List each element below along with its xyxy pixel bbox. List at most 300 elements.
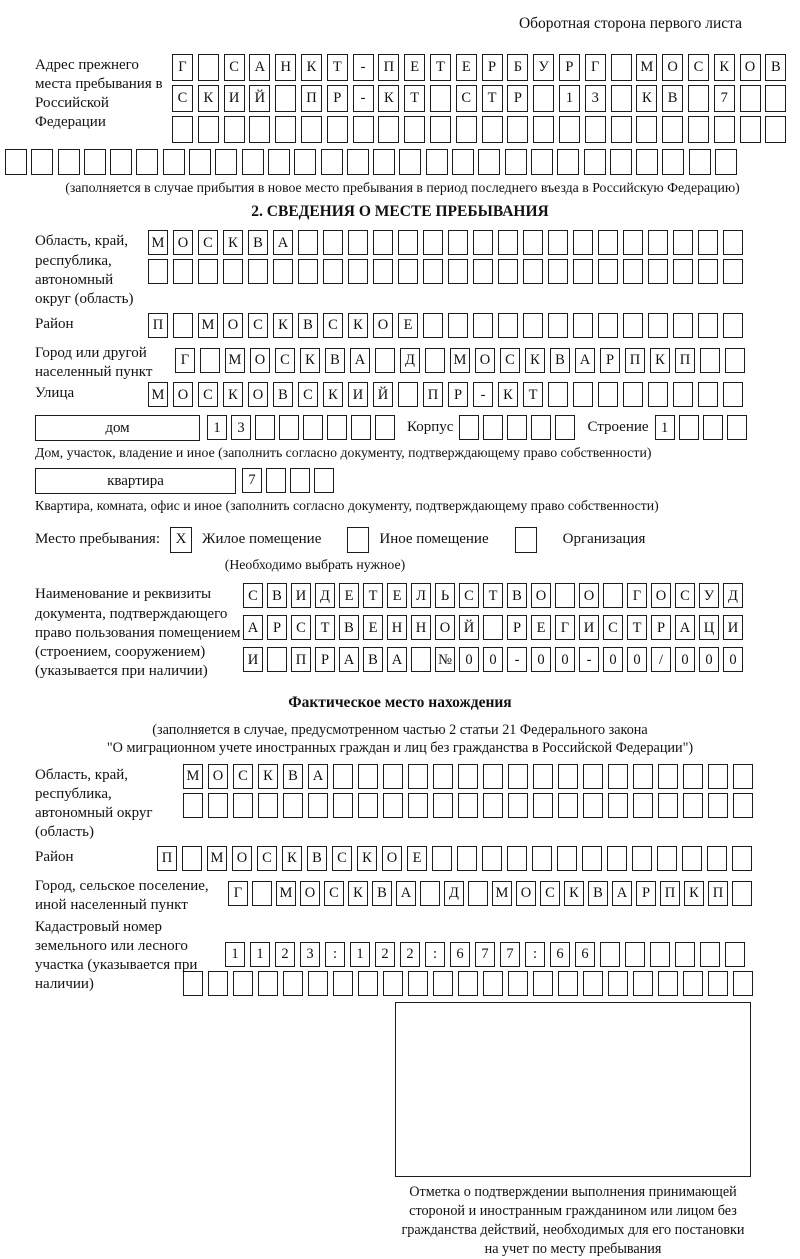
char-cell[interactable] [688,116,709,143]
char-cell[interactable] [375,348,395,373]
char-cell[interactable] [715,149,737,175]
char-cell[interactable]: - [353,85,374,112]
char-cell[interactable] [303,415,323,440]
char-cell[interactable] [683,971,703,996]
char-cell[interactable]: Г [627,583,647,608]
char-cell[interactable] [733,764,753,789]
char-cell[interactable] [533,764,553,789]
char-cell[interactable] [301,116,322,143]
char-cell[interactable] [740,116,761,143]
char-cell[interactable] [383,793,403,818]
char-cell[interactable] [707,846,727,871]
char-cell[interactable] [189,149,211,175]
char-cell[interactable] [623,382,643,407]
char-cell[interactable] [585,116,606,143]
char-cell[interactable]: Р [315,647,335,672]
char-cell[interactable]: Т [404,85,425,112]
char-cell[interactable] [268,149,290,175]
char-cell[interactable]: О [651,583,671,608]
char-cell[interactable]: 7 [714,85,735,112]
char-cell[interactable]: 1 [225,942,245,967]
char-cell[interactable] [708,793,728,818]
char-cell[interactable] [689,149,711,175]
char-cell[interactable]: Д [400,348,420,373]
char-cell[interactable] [408,971,428,996]
char-cell[interactable]: Г [172,54,193,81]
char-cell[interactable] [358,971,378,996]
char-cell[interactable] [314,468,334,493]
char-cell[interactable]: М [450,348,470,373]
char-cell[interactable] [600,942,620,967]
char-cell[interactable] [523,259,543,284]
char-cell[interactable]: В [662,85,683,112]
char-cell[interactable] [298,230,318,255]
char-cell[interactable] [698,230,718,255]
char-cell[interactable] [198,116,219,143]
char-cell[interactable] [555,583,575,608]
char-cell[interactable]: Р [507,85,528,112]
char-cell[interactable]: 0 [723,647,743,672]
char-cell[interactable] [333,971,353,996]
stay-type-checkbox-organization[interactable] [515,527,537,553]
char-cell[interactable]: 6 [575,942,595,967]
char-cell[interactable] [173,313,193,338]
char-cell[interactable]: 0 [627,647,647,672]
char-cell[interactable] [583,764,603,789]
char-cell[interactable] [333,793,353,818]
char-cell[interactable]: В [550,348,570,373]
char-cell[interactable]: С [603,615,623,640]
char-cell[interactable] [383,971,403,996]
char-cell[interactable] [633,793,653,818]
char-cell[interactable]: Р [267,615,287,640]
char-cell[interactable] [321,149,343,175]
char-cell[interactable]: - [507,647,527,672]
char-cell[interactable] [625,942,645,967]
char-cell[interactable]: К [714,54,735,81]
char-cell[interactable]: С [198,230,218,255]
char-cell[interactable] [498,313,518,338]
char-cell[interactable]: Т [430,54,451,81]
char-cell[interactable] [290,468,310,493]
char-cell[interactable] [679,415,699,440]
char-cell[interactable]: - [473,382,493,407]
char-cell[interactable] [557,149,579,175]
char-cell[interactable] [648,230,668,255]
char-cell[interactable] [432,846,452,871]
char-cell[interactable]: 0 [459,647,479,672]
char-cell[interactable] [632,846,652,871]
char-cell[interactable] [508,764,528,789]
char-cell[interactable] [673,313,693,338]
char-cell[interactable] [399,149,421,175]
char-cell[interactable]: О [382,846,402,871]
char-cell[interactable] [608,764,628,789]
char-cell[interactable]: С [248,313,268,338]
char-cell[interactable]: В [298,313,318,338]
char-cell[interactable] [698,259,718,284]
char-cell[interactable]: Р [559,54,580,81]
char-cell[interactable]: С [291,615,311,640]
char-cell[interactable] [452,149,474,175]
char-cell[interactable] [456,116,477,143]
char-cell[interactable] [478,149,500,175]
char-cell[interactable]: Т [315,615,335,640]
char-cell[interactable]: А [273,230,293,255]
char-cell[interactable] [378,116,399,143]
char-cell[interactable] [473,230,493,255]
char-cell[interactable] [700,348,720,373]
char-cell[interactable] [740,85,761,112]
char-cell[interactable] [623,313,643,338]
char-cell[interactable]: О [173,230,193,255]
char-cell[interactable]: 0 [555,647,575,672]
char-cell[interactable]: Т [483,583,503,608]
char-cell[interactable] [267,647,287,672]
char-cell[interactable] [275,116,296,143]
char-cell[interactable] [548,382,568,407]
char-cell[interactable] [327,415,347,440]
char-cell[interactable]: В [283,764,303,789]
char-cell[interactable]: И [291,583,311,608]
char-cell[interactable] [173,259,193,284]
char-cell[interactable] [675,942,695,967]
char-cell[interactable] [459,415,479,440]
char-cell[interactable]: М [148,230,168,255]
char-cell[interactable] [658,971,678,996]
char-cell[interactable]: К [564,881,584,906]
char-cell[interactable]: Р [636,881,656,906]
char-cell[interactable]: 0 [699,647,719,672]
char-cell[interactable] [657,846,677,871]
char-cell[interactable]: С [675,583,695,608]
char-cell[interactable] [673,230,693,255]
char-cell[interactable] [623,230,643,255]
char-cell[interactable] [733,971,753,996]
char-cell[interactable] [505,149,527,175]
char-cell[interactable]: 0 [531,647,551,672]
char-cell[interactable] [648,382,668,407]
char-cell[interactable] [708,971,728,996]
char-cell[interactable] [636,149,658,175]
char-cell[interactable] [347,149,369,175]
char-cell[interactable] [483,615,503,640]
char-cell[interactable]: Е [407,846,427,871]
char-cell[interactable]: О [208,764,228,789]
char-cell[interactable]: К [258,764,278,789]
char-cell[interactable] [408,793,428,818]
char-cell[interactable]: М [148,382,168,407]
char-cell[interactable]: 0 [483,647,503,672]
char-cell[interactable] [648,259,668,284]
char-cell[interactable] [507,415,527,440]
char-cell[interactable] [483,971,503,996]
char-cell[interactable] [662,149,684,175]
char-cell[interactable]: О [516,881,536,906]
char-cell[interactable] [110,149,132,175]
char-cell[interactable] [426,149,448,175]
char-cell[interactable] [532,846,552,871]
char-cell[interactable]: 1 [207,415,227,440]
char-cell[interactable] [425,348,445,373]
char-cell[interactable] [448,230,468,255]
char-cell[interactable]: И [723,615,743,640]
char-cell[interactable] [483,793,503,818]
char-cell[interactable]: 6 [450,942,470,967]
char-cell[interactable]: Р [651,615,671,640]
char-cell[interactable] [383,764,403,789]
char-cell[interactable]: Г [585,54,606,81]
char-cell[interactable]: И [224,85,245,112]
char-cell[interactable]: В [363,647,383,672]
char-cell[interactable] [373,149,395,175]
char-cell[interactable]: - [353,54,374,81]
char-cell[interactable]: К [282,846,302,871]
char-cell[interactable]: В [267,583,287,608]
char-cell[interactable]: К [300,348,320,373]
char-cell[interactable]: 2 [400,942,420,967]
char-cell[interactable]: С [198,382,218,407]
char-cell[interactable]: С [257,846,277,871]
char-cell[interactable] [682,846,702,871]
char-cell[interactable] [373,230,393,255]
char-cell[interactable] [650,942,670,967]
char-cell[interactable] [725,348,745,373]
char-cell[interactable] [273,259,293,284]
char-cell[interactable]: К [348,881,368,906]
char-cell[interactable] [242,149,264,175]
char-cell[interactable] [507,846,527,871]
char-cell[interactable] [5,149,27,175]
char-cell[interactable] [348,259,368,284]
char-cell[interactable] [483,415,503,440]
char-cell[interactable] [533,971,553,996]
char-cell[interactable] [398,382,418,407]
char-cell[interactable]: О [579,583,599,608]
char-cell[interactable] [557,846,577,871]
char-cell[interactable]: Б [507,54,528,81]
char-cell[interactable]: П [708,881,728,906]
char-cell[interactable]: О [435,615,455,640]
char-cell[interactable] [482,846,502,871]
char-cell[interactable] [662,116,683,143]
char-cell[interactable]: А [675,615,695,640]
char-cell[interactable]: О [662,54,683,81]
char-cell[interactable] [483,764,503,789]
char-cell[interactable]: А [243,615,263,640]
char-cell[interactable] [458,971,478,996]
char-cell[interactable] [473,259,493,284]
char-cell[interactable]: С [243,583,263,608]
char-cell[interactable] [279,415,299,440]
char-cell[interactable] [358,793,378,818]
char-cell[interactable]: 3 [585,85,606,112]
char-cell[interactable]: Е [531,615,551,640]
char-cell[interactable] [683,764,703,789]
char-cell[interactable]: Е [456,54,477,81]
char-cell[interactable] [248,259,268,284]
char-cell[interactable]: Р [507,615,527,640]
char-cell[interactable] [224,116,245,143]
char-cell[interactable]: С [298,382,318,407]
char-cell[interactable] [353,116,374,143]
char-cell[interactable] [703,415,723,440]
char-cell[interactable]: С [224,54,245,81]
char-cell[interactable]: У [699,583,719,608]
char-cell[interactable]: Д [723,583,743,608]
char-cell[interactable]: С [324,881,344,906]
char-cell[interactable]: 1 [559,85,580,112]
char-cell[interactable] [458,764,478,789]
char-cell[interactable] [531,415,551,440]
char-cell[interactable]: П [291,647,311,672]
char-cell[interactable] [700,942,720,967]
char-cell[interactable]: Г [555,615,575,640]
char-cell[interactable]: А [249,54,270,81]
char-cell[interactable]: М [207,846,227,871]
char-cell[interactable] [200,348,220,373]
char-cell[interactable] [611,85,632,112]
char-cell[interactable]: П [625,348,645,373]
char-cell[interactable] [233,793,253,818]
char-cell[interactable] [283,971,303,996]
char-cell[interactable]: М [276,881,296,906]
char-cell[interactable]: О [248,382,268,407]
char-cell[interactable] [198,259,218,284]
char-cell[interactable]: Й [249,85,270,112]
char-cell[interactable]: Г [228,881,248,906]
char-cell[interactable]: П [675,348,695,373]
char-cell[interactable] [323,259,343,284]
char-cell[interactable]: П [157,846,177,871]
char-cell[interactable]: А [308,764,328,789]
char-cell[interactable] [411,647,431,672]
char-cell[interactable] [548,313,568,338]
char-cell[interactable]: Е [404,54,425,81]
char-cell[interactable]: С [540,881,560,906]
stay-type-checkbox-residential[interactable]: X [170,527,192,553]
char-cell[interactable] [598,259,618,284]
char-cell[interactable] [468,881,488,906]
char-cell[interactable] [473,313,493,338]
char-cell[interactable] [233,971,253,996]
char-cell[interactable]: : [425,942,445,967]
char-cell[interactable] [765,85,786,112]
char-cell[interactable]: С [323,313,343,338]
char-cell[interactable] [258,793,278,818]
char-cell[interactable] [608,793,628,818]
char-cell[interactable] [610,149,632,175]
char-cell[interactable]: П [301,85,322,112]
char-cell[interactable] [404,116,425,143]
char-cell[interactable]: 7 [500,942,520,967]
char-cell[interactable] [733,793,753,818]
char-cell[interactable]: С [332,846,352,871]
char-cell[interactable] [573,382,593,407]
char-cell[interactable] [308,971,328,996]
char-cell[interactable] [723,382,743,407]
char-cell[interactable] [323,230,343,255]
char-cell[interactable] [573,259,593,284]
char-cell[interactable]: Й [373,382,393,407]
char-cell[interactable]: Е [387,583,407,608]
char-cell[interactable]: В [248,230,268,255]
char-cell[interactable] [633,764,653,789]
char-cell[interactable] [498,259,518,284]
char-cell[interactable]: Т [327,54,348,81]
char-cell[interactable]: В [588,881,608,906]
char-cell[interactable]: Л [411,583,431,608]
char-cell[interactable]: 7 [242,468,262,493]
char-cell[interactable] [252,881,272,906]
char-cell[interactable]: 1 [655,415,675,440]
char-cell[interactable]: А [612,881,632,906]
char-cell[interactable] [275,85,296,112]
char-cell[interactable]: О [373,313,393,338]
char-cell[interactable]: А [387,647,407,672]
char-cell[interactable]: А [396,881,416,906]
char-cell[interactable] [423,230,443,255]
char-cell[interactable] [633,971,653,996]
char-cell[interactable]: Р [482,54,503,81]
char-cell[interactable] [183,793,203,818]
char-cell[interactable] [732,881,752,906]
char-cell[interactable]: 0 [603,647,623,672]
char-cell[interactable]: О [232,846,252,871]
char-cell[interactable] [723,259,743,284]
char-cell[interactable] [373,259,393,284]
char-cell[interactable]: П [378,54,399,81]
char-cell[interactable] [508,971,528,996]
char-cell[interactable] [31,149,53,175]
char-cell[interactable] [448,313,468,338]
char-cell[interactable] [648,313,668,338]
char-cell[interactable]: В [339,615,359,640]
char-cell[interactable] [172,116,193,143]
char-cell[interactable] [375,415,395,440]
char-cell[interactable] [611,54,632,81]
char-cell[interactable] [458,793,478,818]
char-cell[interactable] [333,764,353,789]
char-cell[interactable] [215,149,237,175]
char-cell[interactable]: Н [411,615,431,640]
char-cell[interactable] [582,846,602,871]
char-cell[interactable]: О [173,382,193,407]
char-cell[interactable]: Т [363,583,383,608]
char-cell[interactable]: 0 [675,647,695,672]
char-cell[interactable]: С [459,583,479,608]
char-cell[interactable]: К [650,348,670,373]
char-cell[interactable]: В [325,348,345,373]
char-cell[interactable] [548,230,568,255]
char-cell[interactable]: К [301,54,322,81]
char-cell[interactable]: С [275,348,295,373]
char-cell[interactable] [725,942,745,967]
char-cell[interactable]: П [660,881,680,906]
char-cell[interactable] [583,971,603,996]
char-cell[interactable]: : [525,942,545,967]
char-cell[interactable]: 7 [475,942,495,967]
char-cell[interactable]: 3 [231,415,251,440]
char-cell[interactable]: В [507,583,527,608]
char-cell[interactable] [533,793,553,818]
char-cell[interactable] [603,583,623,608]
char-cell[interactable]: К [198,85,219,112]
char-cell[interactable]: М [225,348,245,373]
char-cell[interactable]: А [575,348,595,373]
char-cell[interactable]: М [198,313,218,338]
char-cell[interactable]: С [500,348,520,373]
